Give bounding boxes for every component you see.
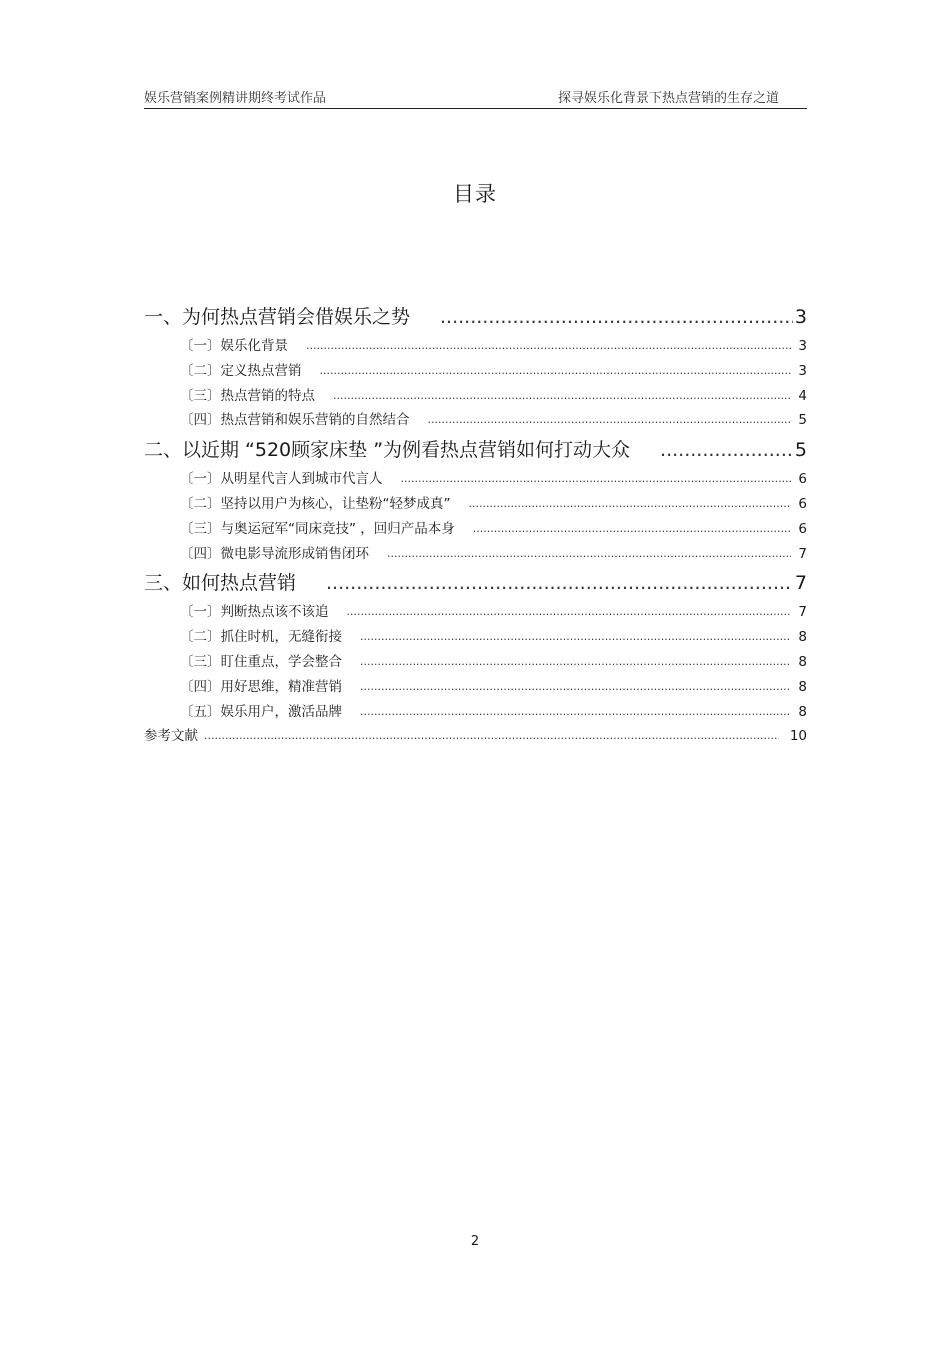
dot-leader [401,467,792,492]
toc-item[interactable] [144,408,807,433]
dot-leader [306,334,791,359]
dot-leader [320,359,792,384]
dot-leader [440,300,793,334]
dot-leader [333,384,791,409]
toc-page-number: 3 [798,338,807,354]
dot-leader [360,650,791,675]
page-header [144,84,807,109]
toc-item[interactable] [144,467,807,492]
toc-page-number: 7 [798,545,807,562]
toc-item[interactable] [144,700,807,725]
toc-item-label: 〔二〕定义热点营销 [180,362,302,379]
toc-section-2[interactable] [144,433,807,467]
toc-section-1[interactable] [144,300,807,334]
toc-page-number: 4 [798,387,807,404]
toc-item-label: 〔四〕微电影导流形成销售闭环 [180,545,369,562]
toc-item-label: 〔二〕坚持以用户为核心，让垫粉“轻梦成真” [180,495,451,512]
toc-item[interactable] [144,492,807,517]
table-of-contents [144,300,807,749]
header-left-text: 娱乐营销案例精讲期终考试作品 [144,91,327,106]
toc-item-label: 〔三〕与奥运冠军“同床竞技” ，回归产品本身 [180,520,455,537]
toc-page-number: 8 [798,678,807,695]
toc-page-number: 3 [794,306,807,328]
toc-page-number: 6 [798,471,807,488]
header-right-text: 探寻娱乐化背景下热点营销的生存之道 [557,91,779,106]
toc-item-label: 〔一〕娱乐化背景 [180,338,288,354]
toc-page-number: 10 [789,728,807,745]
toc-item-label: 参考文献 [144,728,198,745]
toc-references[interactable] [144,724,807,749]
dot-leader [326,566,793,600]
dot-leader [360,675,791,700]
toc-page-number: 8 [798,629,807,646]
toc-item[interactable] [144,517,807,542]
toc-item[interactable] [144,650,807,675]
toc-page-number: 6 [798,495,807,512]
toc-item[interactable] [144,675,807,700]
toc-item[interactable] [144,625,807,650]
toc-section-label: 二、以近期 “520顾家床垫 ”为例看热点营销如何打动大众 [144,439,631,462]
toc-page-number: 3 [798,362,807,379]
dot-leader [204,724,779,749]
toc-item-label: 〔二〕抓住时机，无缝衔接 [180,629,342,646]
dot-leader [360,625,791,650]
toc-item-label: 〔一〕从明星代言人到城市代言人 [180,471,383,488]
toc-item-label: 〔四〕用好思维，精准营销 [180,678,342,695]
page-number: 2 [470,1234,480,1249]
dot-leader [428,408,792,433]
toc-item-label: 〔三〕热点营销的特点 [180,387,315,404]
dot-leader [387,542,791,567]
toc-page-number: 6 [798,520,807,537]
toc-item-label: 〔一〕判断热点该不该追 [180,604,329,621]
toc-page-number: 5 [798,412,807,429]
toc-section-label: 三、如何热点营销 [144,572,297,595]
toc-page-number: 7 [794,572,807,595]
toc-title: 目录 [453,182,497,206]
dot-leader [347,600,792,625]
toc-page-number: 8 [798,703,807,720]
toc-item[interactable] [144,334,807,359]
toc-page-number: 8 [798,653,807,670]
toc-item[interactable] [144,359,807,384]
toc-page-number: 7 [798,604,807,621]
toc-item[interactable] [144,542,807,567]
toc-section-3[interactable] [144,566,807,600]
toc-page-number: 5 [794,439,807,462]
toc-item-label: 〔四〕热点营销和娱乐营销的自然结合 [180,412,410,429]
toc-item-label: 〔三〕盯住重点，学会整合 [180,653,342,670]
toc-item-label: 〔五〕娱乐用户，激活品牌 [180,703,342,720]
toc-item[interactable] [144,384,807,409]
toc-item[interactable] [144,600,807,625]
dot-leader [469,492,792,517]
dot-leader [360,700,791,725]
toc-section-label: 一、为何热点营销会借娱乐之势 [144,306,411,328]
dot-leader [660,433,793,467]
dot-leader [473,517,791,542]
